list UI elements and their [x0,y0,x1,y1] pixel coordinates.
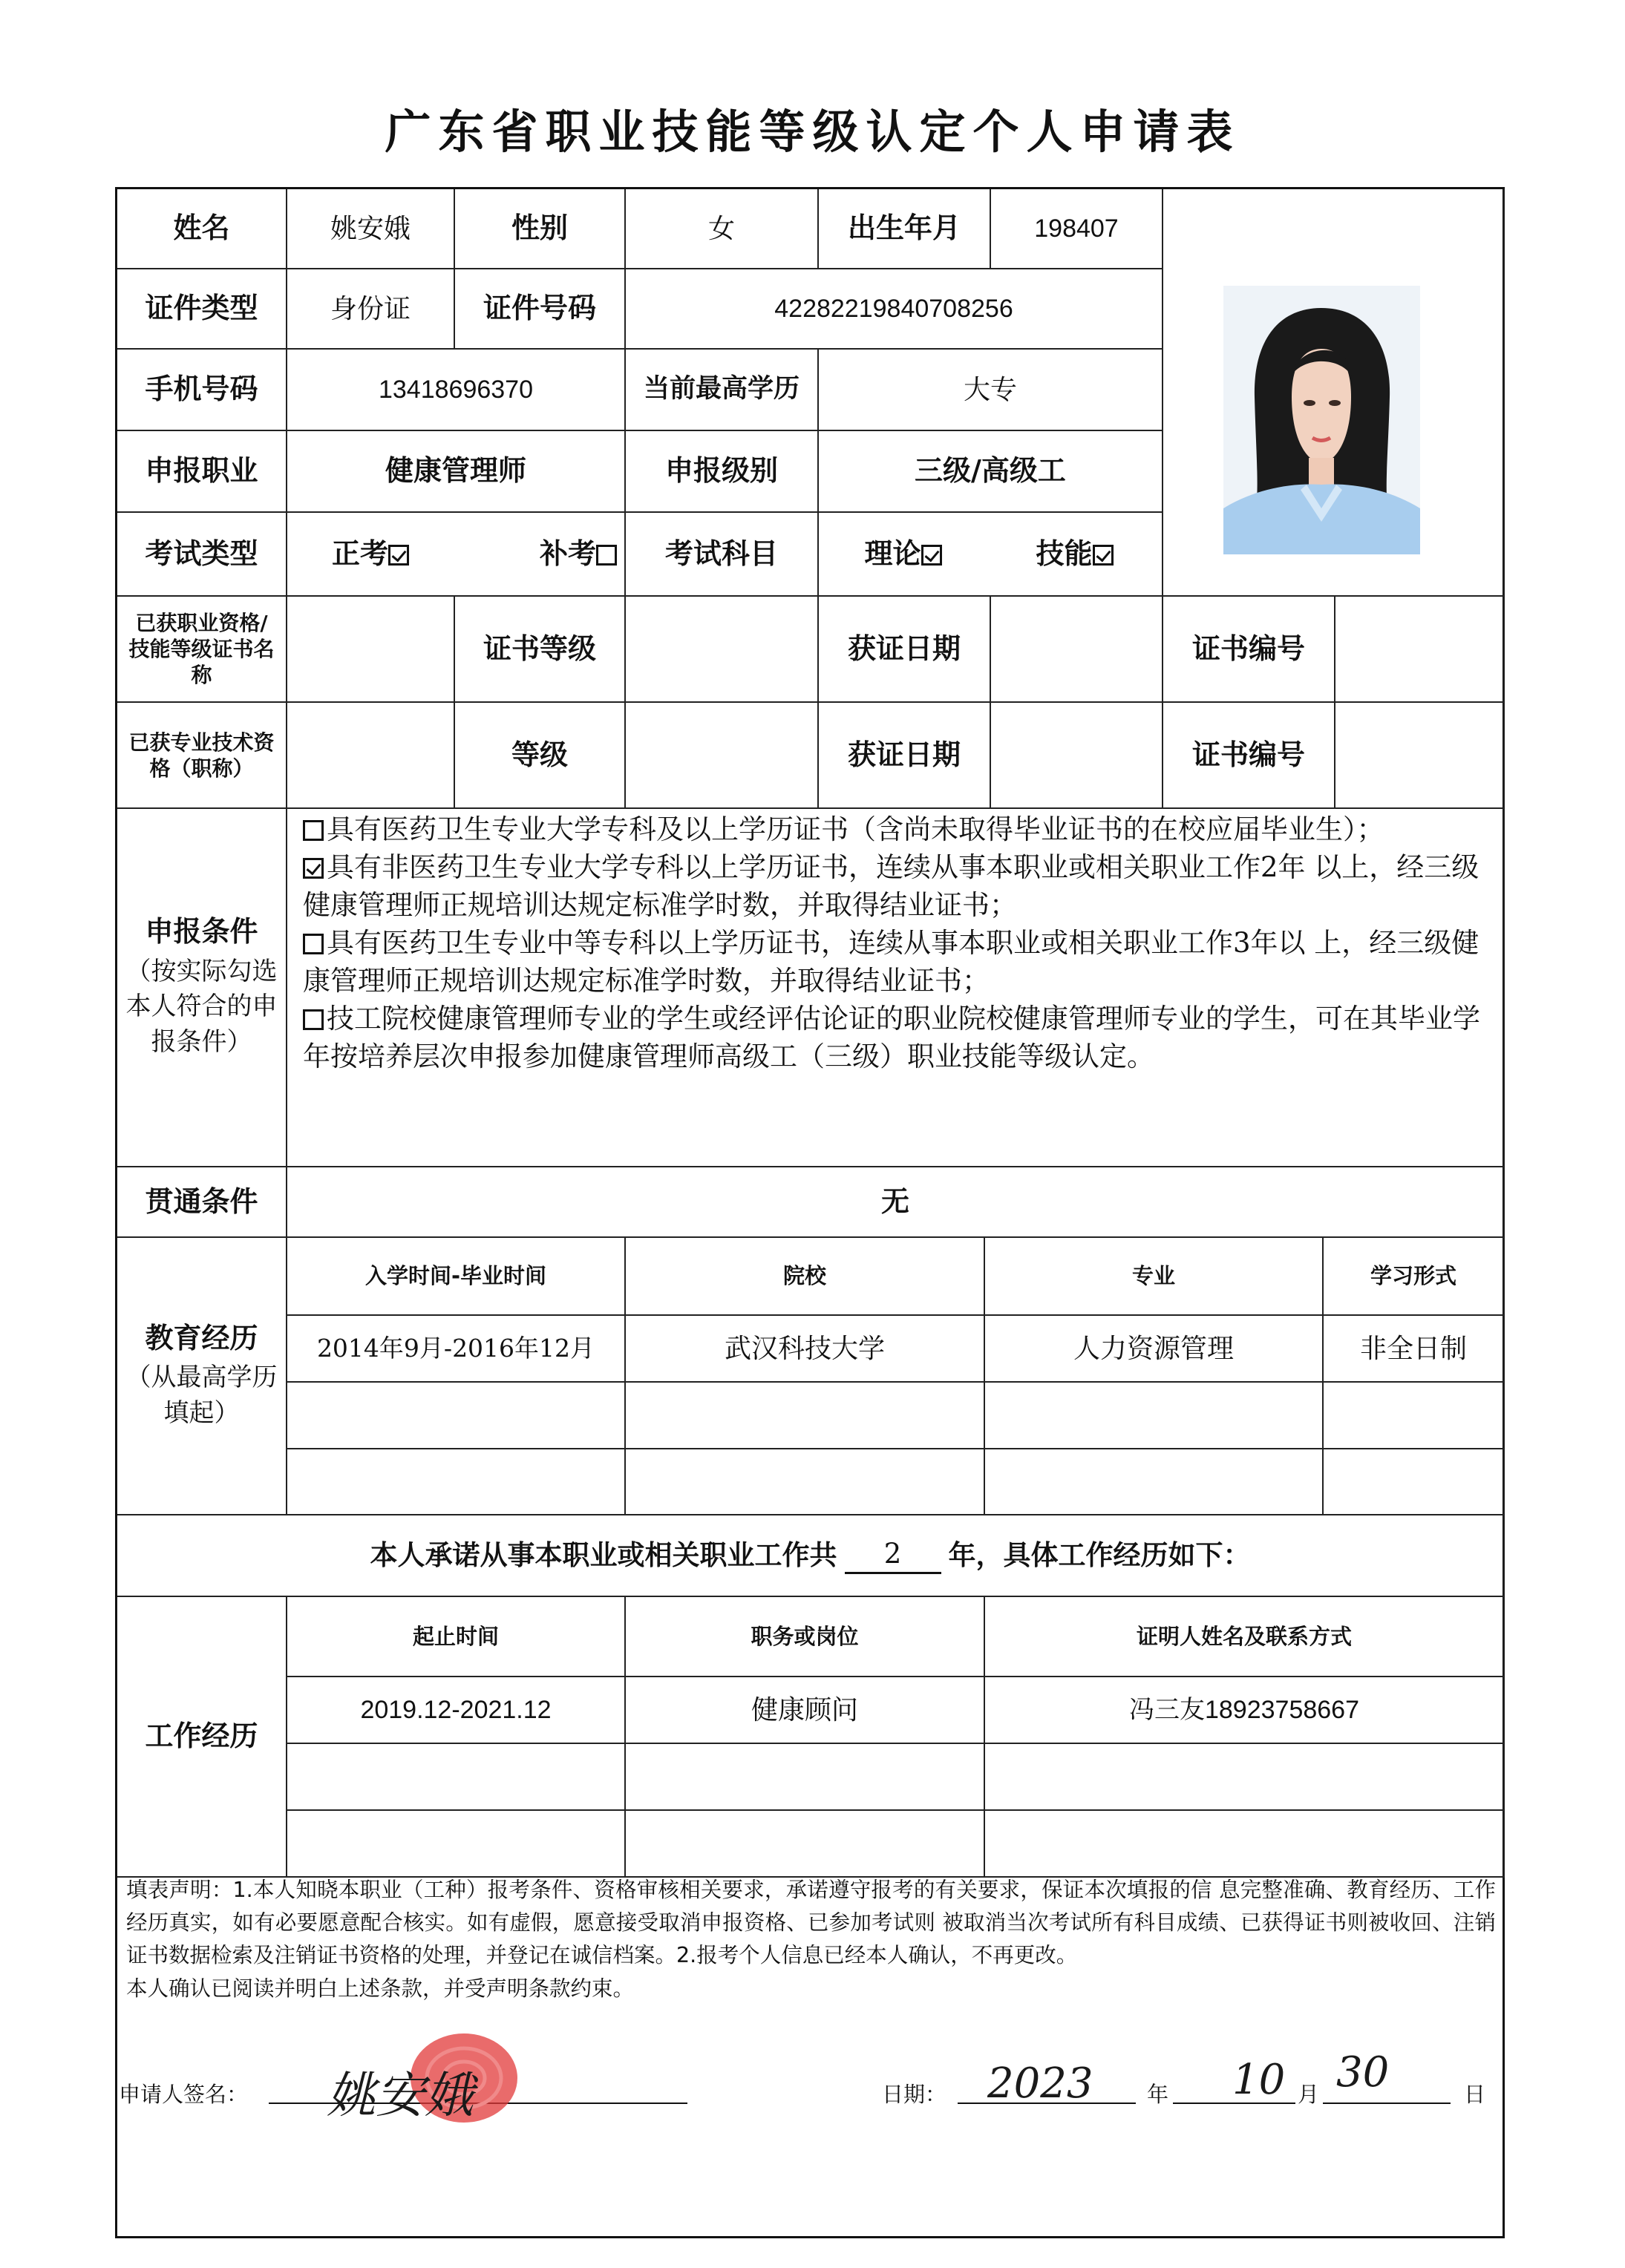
checkbox-checked-icon[interactable] [1093,545,1114,566]
declaration-text: 填表声明：1.本人知晓本职业（工种）报考条件、资格审核相关要求，承诺遵守报考的有关要求，保证本次填报的信 息完整准确、教育经历、工作经历真实，如有必要愿意配合核实。如有虚假，愿意接受取消申报资格、已参加考试则 被取消当次考试所有科目成绩、已获得证书则被收回、注销证书数据检索及注销证书资格的处理，并登记在诚信档案。2.报考个人信息已经本人确认，不再更改。 [126,1878,1496,1968]
edu-row-school: 武汉科技大学 [626,1316,985,1383]
work-commit: 本人承诺从事本职业或相关职业工作共 2 年，具体工作经历如下： [117,1515,1505,1597]
checkbox-unchecked-icon[interactable] [303,934,324,954]
work-row-position: 健康顾问 [626,1677,985,1744]
edu-empty-cell [985,1383,1324,1449]
month-unit: 月 [1298,2082,1320,2107]
birth-label: 出生年月 [819,189,991,269]
checkbox-unchecked-icon[interactable] [303,1009,324,1030]
edu-row-period: 2014年9月-2016年12月 [287,1316,626,1383]
edu-header-mode: 学习形式 [1324,1238,1505,1316]
portrait-image [1223,286,1420,554]
signature-handwriting: 姚安娥 [327,2067,474,2124]
work-row-reference: 冯三友18923758667 [985,1677,1505,1744]
condition-item: 具有医药卫生专业大学专科及以上学历证书（含尚未取得毕业证书的在校应届毕业生）； [303,810,1491,848]
exam-subject-options [819,513,1163,597]
level-label: 申报级别 [626,431,819,513]
work-empty-cell [985,1811,1505,1878]
conditions-note: （按实际勾选本人符合的申报条件） [125,956,278,1058]
exam-makeup-option[interactable]: 补考 [540,537,620,572]
edu-label-cell [117,1238,287,1515]
phone-label: 手机号码 [117,350,287,431]
cert-level-value [626,597,819,703]
checkbox-checked-icon[interactable] [303,858,324,879]
id-type-label: 证件类型 [117,269,287,350]
edu-empty-cell [1324,1449,1505,1515]
edu-row-mode: 非全日制 [1324,1316,1505,1383]
year-unit: 年 [1147,2082,1169,2107]
edu-label: 教育经历 [145,1321,258,1354]
exam-type-label: 考试类型 [117,513,287,597]
grade-label: 等级 [455,703,626,809]
qual-cert-label: 已获职业资格/技能等级证书名称 [117,597,287,703]
conditions-list [303,810,1491,1075]
occupation-value: 健康管理师 [287,431,626,513]
edu-note: （从最高学历填起） [125,1363,278,1428]
signature-label: 申请人签名： [119,2082,249,2107]
checkbox-unchecked-icon[interactable] [596,545,617,566]
name-label: 姓名 [117,189,287,269]
edu-empty-cell [287,1383,626,1449]
level-value: 三级/高级工 [819,431,1163,513]
conditions-label-cell [117,809,287,1167]
gender-label: 性别 [455,189,626,269]
work-header-position: 职务或岗位 [626,1597,985,1677]
work-empty-cell [626,1744,985,1811]
cert-level-label: 证书等级 [455,597,626,703]
edu-empty-cell [626,1383,985,1449]
edu-empty-cell [626,1449,985,1515]
work-label: 工作经历 [117,1597,287,1878]
cert-no-label: 证书编号 [1163,597,1335,703]
day-unit: 日 [1464,2082,1486,2107]
id-photo [1223,286,1420,554]
exam-skill-option[interactable]: 技能 [1036,537,1116,572]
exam-subject-label: 考试科目 [626,513,819,597]
work-row-period: 2019.12-2021.12 [287,1677,626,1744]
id-number-label: 证件号码 [455,269,626,350]
grade-value [626,703,819,809]
edu-row-major: 人力资源管理 [985,1316,1324,1383]
year-handwriting: 2023 [987,2059,1093,2108]
qual-cert-value [287,597,455,703]
cert-date-value [991,597,1163,703]
edu-header-school: 院校 [626,1238,985,1316]
edu-empty-cell [1324,1383,1505,1449]
id-number-value: 42282219840708256 [626,269,1163,350]
checkbox-unchecked-icon[interactable] [303,820,324,841]
work-years: 2 [845,1537,941,1573]
education-value: 大专 [819,350,1163,431]
work-header-reference: 证明人姓名及联系方式 [985,1597,1505,1677]
condition-item: 技工院校健康管理师专业的学生或经评估论证的职业院校健康管理师专业的学生，可在其毕业学年按培养层次申报参加健康管理师高级工（三级）职业技能等级认定。 [303,1003,1480,1073]
cert-no2-label: 证书编号 [1163,703,1335,809]
exam-regular-option[interactable]: 正考 [332,537,412,572]
occupation-label: 申报职业 [117,431,287,513]
work-empty-cell [287,1811,626,1878]
checkbox-checked-icon[interactable] [388,545,409,566]
phone-value: 13418696370 [287,350,626,431]
edu-empty-cell [985,1449,1324,1515]
condition-item: 具有非医药卫生专业大学专科以上学历证书，连续从事本职业或相关职业工作2年 以上，经三级健康管理师正规培训达规定标准学时数，并取得结业证书； [303,851,1479,922]
declaration [126,1874,1496,2005]
form-title: 广东省职业技能等级认定个人申请表 [385,105,1240,159]
conditions-label: 申报条件 [145,915,258,948]
edu-header-major: 专业 [985,1238,1324,1316]
name-value: 姚安娥 [287,189,455,269]
day-line [1323,2103,1451,2104]
edu-empty-cell [287,1449,626,1515]
through-value: 无 [287,1167,1505,1238]
work-empty-cell [287,1744,626,1811]
work-header-period: 起止时间 [287,1597,626,1677]
declaration-confirm: 本人确认已阅读并明白上述条款，并受声明条款约束。 [126,1976,635,2001]
cert-no2-value [1335,703,1505,809]
tech-title-value [287,703,455,809]
edu-header-period: 入学时间-毕业时间 [287,1238,626,1316]
work-empty-cell [985,1744,1505,1811]
condition-item: 具有医药卫生专业中等专科以上学历证书，连续从事本职业或相关职业工作3年以 上，经三级健康管理师正规培训达规定标准学时数，并取得结业证书； [303,927,1479,997]
through-label: 贯通条件 [117,1167,287,1238]
gender-value: 女 [626,189,819,269]
month-handwriting: 10 [1232,2056,1286,2104]
cert-date2-label: 获证日期 [819,703,991,809]
date-label: 日期： [882,2082,947,2107]
tech-title-label: 已获专业技术资格（职称） [117,703,287,809]
cert-no-value [1335,597,1505,703]
exam-type-options [287,513,626,597]
checkbox-checked-icon[interactable] [921,545,942,566]
cert-date2-value [991,703,1163,809]
work-empty-cell [626,1811,985,1878]
day-handwriting: 30 [1336,2048,1390,2097]
cert-date-label: 获证日期 [819,597,991,703]
birth-value: 198407 [991,189,1163,269]
id-type-value: 身份证 [287,269,455,350]
education-label: 当前最高学历 [626,350,819,431]
exam-theory-option[interactable]: 理论 [864,537,944,572]
